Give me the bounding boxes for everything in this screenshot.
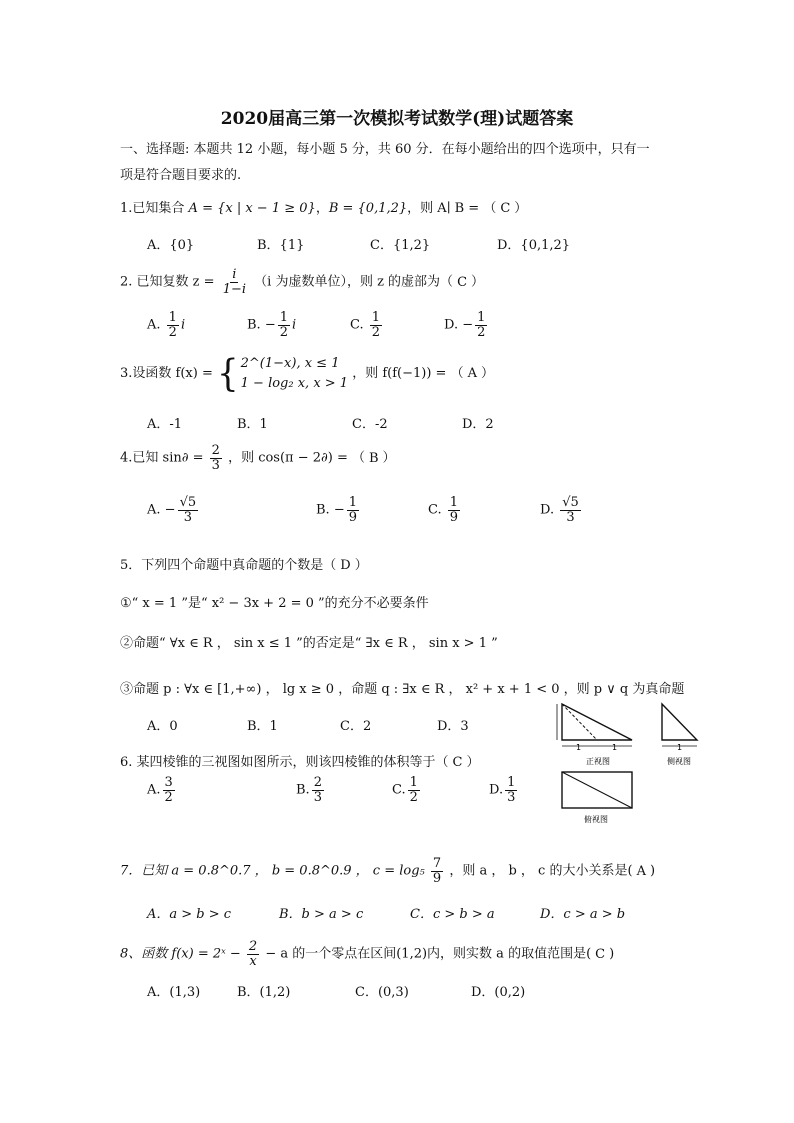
front-dim-1: 1 [576, 743, 582, 752]
q2-option-b-label: B. [247, 317, 261, 333]
top-view [562, 772, 632, 824]
q6-option-c-label: C. [392, 782, 406, 798]
section-intro-line-1: 一、选择题: 本题共 12 小题，每小题 5 分，共 60 分．在每小题给出的四个选项中，只有一 [120, 142, 650, 157]
q3-tail: ，则 f(f(−1)) = （ [352, 366, 464, 381]
q1-tail: ，则 A∣ B = （ [407, 201, 497, 216]
q4-fraction [210, 444, 222, 472]
q4-fraction-denominator: 3 [211, 457, 220, 473]
q2-option-b-suffix: i [292, 317, 297, 333]
q6-answer: C [452, 755, 463, 770]
q5-option-b: B．1 [247, 719, 278, 734]
q3-option-c: C．-2 [352, 417, 388, 432]
side-dim-1: 1 [677, 743, 683, 752]
q4-option-d [540, 496, 583, 524]
q4-option-a-sign: − [164, 502, 176, 518]
q6-option-c [392, 776, 422, 804]
q6-option-d-fraction [505, 776, 517, 804]
q4-option-b-num: 1 [348, 495, 358, 510]
q4-option-b-label: B. [316, 502, 330, 518]
q4-option-c-fraction [448, 496, 460, 524]
q6-option-d-label: D. [489, 782, 504, 798]
q8-fraction [247, 940, 259, 968]
q4-option-b [316, 496, 361, 524]
q6-stem: 6. 某四棱锥的三视图如图所示，则该四棱锥的体积等于（ [120, 755, 449, 770]
q2-fraction [221, 268, 248, 296]
q7-option-b: B．b > a > c [279, 907, 364, 922]
q3-option-d: D．2 [462, 417, 494, 432]
q2-fraction-denominator: 1−i [222, 281, 247, 297]
q6-close: ） [466, 755, 480, 770]
q2-option-a-label: A. [147, 317, 161, 333]
top-view-diagonal [562, 772, 632, 808]
q6-option-b-label: B. [296, 782, 310, 798]
q1-close: ） [514, 201, 528, 216]
q6-option-c-den: 2 [409, 789, 418, 805]
q3-piecewise [241, 354, 348, 393]
q4-prefix: 4.已知 sin∂ = [120, 450, 204, 466]
q4-option-c [428, 496, 462, 524]
q2-option-d-sign: − [462, 317, 474, 333]
q2-option-c-den: 2 [371, 324, 381, 340]
q4-option-c-num: 1 [449, 495, 459, 510]
q2-option-a-suffix: i [180, 317, 186, 333]
top-view-label: 俯视图 [584, 815, 608, 824]
q4-close: ） [382, 450, 396, 466]
q5-option-c: C．2 [340, 719, 372, 734]
q6-option-b-fraction [312, 776, 324, 804]
front-view-outline [562, 704, 632, 740]
q2-option-d-num: 1 [477, 310, 486, 325]
q2-option-a-fraction [167, 311, 179, 339]
q7-prefix: 7．已知 a = 0.8^0.7 ， b = 0.8^0.9 ， c = log₅ [120, 863, 425, 879]
q1-set-a: A = {x | x − 1 ≥ 0} [188, 201, 316, 216]
q5-statement-2: ②命题“ ∀x ∈ R ， sin x ≤ 1 ”的否定是“ ∃x ∈ R ， sin x > 1 ” [120, 636, 498, 651]
q4-option-d-num: √5 [562, 495, 579, 510]
q4-option-a-fraction [178, 496, 199, 524]
q2-option-c [350, 311, 384, 339]
q6-option-d-den: 3 [507, 789, 516, 805]
question-2 [120, 268, 484, 296]
q2-option-d [444, 311, 489, 339]
q1-option-a: A．{0} [147, 238, 195, 253]
q1-answer: C [500, 201, 511, 216]
q3-piece-1: 2^(1−x), x ≤ 1 [240, 356, 340, 371]
q4-option-a-den: 3 [183, 509, 192, 525]
side-view-outline [662, 704, 697, 740]
q7-fraction-denominator: 9 [432, 870, 442, 886]
q8-prefix: 8、函数 f(x) = 2ˣ − [120, 946, 241, 962]
q2-option-a [147, 311, 185, 339]
q7-option-a: A．a > b > c [147, 907, 232, 922]
q4-option-d-label: D. [540, 502, 555, 518]
q2-option-b-sign: − [264, 317, 276, 333]
q8-option-b: B．(1,2) [237, 985, 291, 1000]
q8-tail: − a 的一个零点在区间(1,2)内，则实数 a 的取值范围是( [265, 946, 592, 962]
q4-option-b-den: 9 [348, 509, 358, 525]
q4-option-a-label: A. [147, 502, 161, 518]
page-title: 2020届高三第一次模拟考试数学(理)试题答案 [220, 109, 574, 129]
q3-prefix: 3.设函数 f(x) = [120, 366, 213, 381]
q8-option-a: A．(1,3) [147, 985, 201, 1000]
q3-answer: A [467, 366, 477, 381]
q4-answer: B [368, 450, 379, 466]
q6-option-d-num: 1 [507, 775, 516, 790]
section-intro-line-2: 项是符合题目要求的. [120, 168, 242, 183]
q6-option-a-den: 2 [164, 789, 173, 805]
q4-option-d-fraction [560, 496, 581, 524]
q6-option-b-den: 3 [313, 789, 322, 805]
q1-option-c: C．{1,2} [370, 238, 431, 253]
q3-close: ） [480, 366, 494, 381]
q4-option-c-label: C. [428, 502, 442, 518]
q6-option-c-num: 1 [409, 775, 418, 790]
q2-option-b [247, 311, 296, 339]
q2-answer: C [457, 274, 468, 290]
q7-answer: A [636, 863, 646, 879]
q3-piece-2: 1 − log₂ x, x > 1 [240, 375, 349, 391]
q6-option-a-fraction [163, 776, 175, 804]
question-8 [120, 940, 614, 968]
q7-close: ) [649, 863, 656, 879]
question-4 [120, 444, 396, 472]
q5-option-a: A．0 [147, 719, 178, 734]
q2-prefix: 2. 已知复数 z = [120, 274, 215, 290]
front-view-dashed-edge [562, 704, 597, 740]
q6-option-c-fraction [408, 776, 420, 804]
q3-option-a: A．-1 [147, 417, 183, 432]
q5-close: ） [354, 558, 368, 573]
q5-statement-3: ③命题 p : ∀x ∈ [1,+∞) ， lg x ≥ 0 ，命题 q : ∃x ∈ R ， x² + x + 1 < 0 ，则 p ∨ q 为真命题 [120, 682, 685, 697]
q5-stem: 5．下列四个命题中真命题的个数是（ [120, 558, 337, 573]
q7-option-d: D．c > a > b [540, 907, 626, 922]
side-view [662, 704, 697, 766]
q1-prefix: 1.已知集合 [120, 201, 189, 216]
q4-option-a [147, 496, 200, 524]
q4-tail: ，则 cos(π − 2∂) = （ [228, 450, 365, 466]
q4-option-c-den: 9 [449, 509, 459, 525]
q8-fraction-denominator: x [249, 953, 257, 969]
q4-option-b-fraction [347, 496, 359, 524]
question-1 [120, 197, 527, 216]
q5-option-d: D．3 [437, 719, 469, 734]
q7-fraction [431, 857, 443, 885]
q2-option-a-den: 2 [168, 324, 177, 340]
q6-option-d [489, 776, 519, 804]
q7-fraction-numerator: 7 [432, 856, 442, 871]
q1-option-b: B．{1} [257, 238, 305, 253]
q6-option-a-num: 3 [164, 775, 173, 790]
q4-option-d-den: 3 [566, 509, 575, 525]
q3-option-b: B．1 [237, 417, 268, 432]
q6-option-b [296, 776, 326, 804]
front-dim-2: 1 [612, 743, 618, 752]
q6-option-a-label: A. [147, 782, 161, 798]
q2-fraction-numerator: i [232, 267, 237, 282]
question-3 [120, 351, 494, 396]
q7-option-c: C．c > b > a [410, 907, 495, 922]
q8-fraction-numerator: 2 [248, 939, 258, 954]
front-view-label: 正视图 [586, 757, 610, 766]
question-5 [120, 554, 368, 573]
q5-statement-1: ①“ x = 1 ”是“ x² − 3x + 2 = 0 ”的充分不必要条件 [120, 596, 429, 611]
q2-option-d-label: D. [444, 317, 459, 333]
q8-option-c: C．(0,3) [355, 985, 409, 1000]
q2-option-b-fraction [278, 311, 290, 339]
q5-answer: D [340, 558, 351, 573]
q2-option-d-fraction [475, 311, 487, 339]
q6-option-a [147, 776, 177, 804]
q2-option-d-den: 2 [477, 324, 486, 340]
q6-option-b-num: 2 [313, 775, 322, 790]
q4-fraction-numerator: 2 [211, 443, 220, 458]
q4-option-a-num: √5 [179, 495, 197, 510]
piecewise-brace: { [217, 351, 239, 396]
q7-tail: ，则 a ， b ， c 的大小关系是( [449, 863, 633, 879]
q2-option-c-num: 1 [371, 310, 381, 325]
q2-option-b-num: 1 [279, 310, 289, 325]
q2-close: ） [471, 274, 485, 290]
q2-option-a-num: 1 [168, 310, 177, 325]
q1-separator: ， [315, 201, 329, 216]
q8-close: ) [609, 946, 615, 962]
question-7 [120, 857, 655, 885]
q2-option-b-den: 2 [279, 324, 289, 340]
q8-option-d: D．(0,2) [471, 985, 526, 1000]
front-view [557, 704, 632, 766]
q4-option-b-sign: − [333, 502, 345, 518]
three-view-figure [552, 700, 732, 828]
q8-answer: C [595, 946, 606, 962]
q1-set-b: B = {0,1,2} [328, 201, 408, 216]
side-view-label: 侧视图 [667, 757, 691, 766]
q1-option-d: D．{0,1,2} [497, 238, 571, 253]
q2-tail: （i 为虚数单位），则 z 的虚部为（ [254, 274, 454, 290]
q2-option-c-fraction [370, 311, 382, 339]
question-6 [120, 751, 480, 770]
q2-option-c-label: C. [350, 317, 364, 333]
